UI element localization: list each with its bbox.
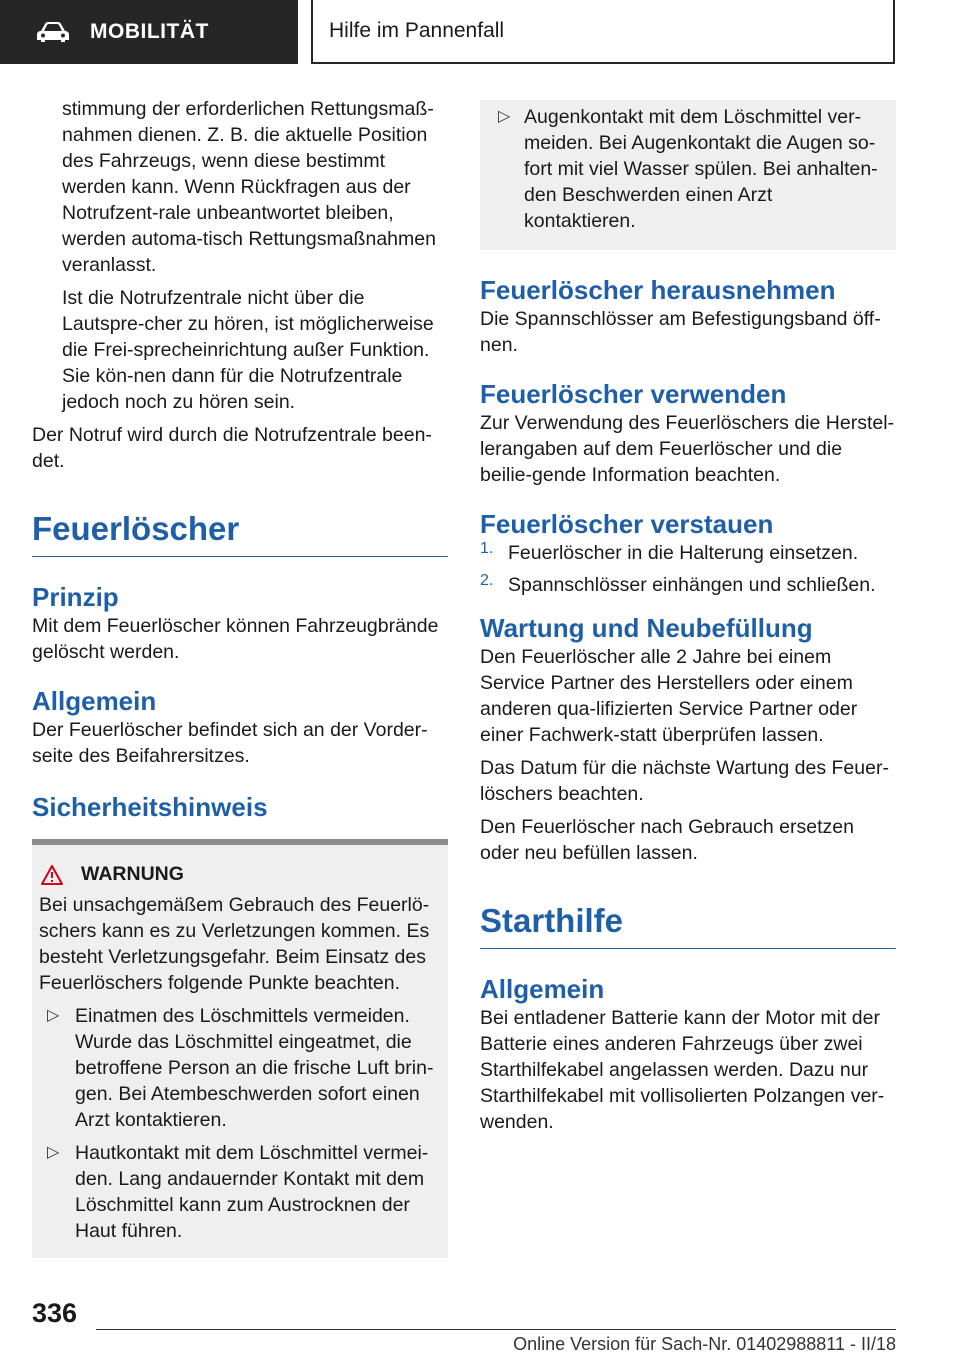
warning-triangle-icon xyxy=(41,865,63,885)
section-heading: Feuerlöscher verwenden xyxy=(480,379,787,409)
step-number: 2. xyxy=(480,572,494,589)
warning-title xyxy=(39,863,436,886)
footer-divider xyxy=(96,1329,896,1330)
footer-version: Online Version für Sach-Nr. 01402988811 - II/18 xyxy=(513,1334,896,1354)
list-item xyxy=(480,540,896,566)
section-heading: Feuerlöscher verstauen xyxy=(480,509,774,539)
list-item xyxy=(480,572,896,598)
paragraph: Bei entladener Batterie kann der Motor mit der Batterie eines anderen Fahrzeugs über zwei Starthilfekabel angelassen werden. Dazu nur Starthilfekabel mit vollisolierten Polzangen ver‐wenden. xyxy=(480,1007,885,1133)
chapter-heading: Starthilfe xyxy=(480,902,896,949)
section-heading: Sicherheitshinweis xyxy=(32,792,268,822)
list-item-text: Einatmen des Löschmittels vermeiden. Wurde das Löschmittel eingeatmet, die betroffene Person an die frische Luft brin‐gen. Bei Atembeschwerden sofort einen Arzt kontaktieren. xyxy=(75,1005,434,1131)
paragraph: Mit dem Feuerlöscher können Fahrzeugbrände gelöscht werden. xyxy=(32,615,439,663)
warning-box xyxy=(32,839,448,1258)
section-heading: Allgemein xyxy=(32,686,157,716)
section-heading: Wartung und Neubefüllung xyxy=(480,613,813,643)
warning-box-continued xyxy=(480,100,896,250)
list-item xyxy=(39,1003,436,1133)
car-icon xyxy=(36,21,70,43)
section-header xyxy=(311,0,895,64)
paragraph: Den Feuerlöscher nach Gebrauch ersetzen oder neu befüllen lassen. xyxy=(480,816,854,864)
step-text: Feuerlöscher in die Halterung einsetzen. xyxy=(508,542,859,564)
paragraph: stimmung der erforderlichen Rettungsmaß‐nahmen dienen. Z. B. die aktuelle Position des Fahrzeugs, wenn diese bestimmt werden kann. Wenn Rückfragen aus der Notrufzent‐rale unbeantwortet bleiben, werden automa‐tisch Rettungsmaßnahmen veranlasst. xyxy=(62,98,436,276)
chapter-heading: Feuerlöscher xyxy=(32,510,448,557)
triangle-bullet-icon: ▷ xyxy=(47,1144,60,1161)
right-column xyxy=(480,100,896,1135)
warning-text: Bei unsachgemäßem Gebrauch des Feuerlö‐schers kann es zu Verletzungen kommen. Es besteht Verletzungsgefahr. Beim Einsatz des Feuerlöschers folgende Punkte beachten. xyxy=(39,894,430,994)
section-heading: Allgemein xyxy=(480,974,605,1004)
list-item xyxy=(484,104,884,234)
paragraph: Der Feuerlöscher befindet sich an der Vorder‐seite des Beifahrersitzes. xyxy=(32,719,428,767)
triangle-bullet-icon: ▷ xyxy=(47,1007,60,1024)
paragraph: Ist die Notrufzentrale nicht über die Lautspre‐cher zu hören, ist möglicherweise die Frei‐sprecheinrichtung außer Funktion. Sie kön‐nen dann für die Notrufzentrale jedoch noch zu hören sein. xyxy=(62,287,434,413)
list-item-text: Hautkontakt mit dem Löschmittel vermei‐den. Lang andauernder Kontakt mit dem Löschmittel kann zum Austrocknen der Haut führen. xyxy=(75,1142,429,1242)
left-column xyxy=(32,96,448,1258)
list-item xyxy=(39,1140,436,1244)
paragraph: Die Spannschlösser am Befestigungsband öff‐nen. xyxy=(480,308,881,356)
paragraph: Den Feuerlöscher alle 2 Jahre bei einem Service Partner des Herstellers oder einem anderen qua‐lifizierten Service Partner oder einer Fachwerk‐statt überprüfen lassen. xyxy=(480,646,858,746)
triangle-bullet-icon: ▷ xyxy=(498,108,511,125)
paragraph: Zur Verwendung des Feuerlöschers die Herstel‐lerangaben auf dem Feuerlöscher und die beilie‐gende Information beachten. xyxy=(480,412,895,486)
warning-label: WARNUNG xyxy=(81,863,184,885)
paragraph: Das Datum für die nächste Wartung des Feuer‐löschers beachten. xyxy=(480,757,889,805)
page-number: 336 xyxy=(32,1298,78,1328)
section-title: Hilfe im Pannenfall xyxy=(329,19,505,42)
step-number: 1. xyxy=(480,540,494,557)
chapter-title: MOBILITÄT xyxy=(90,20,209,43)
list-item-text: Augenkontakt mit dem Löschmittel ver‐meiden. Bei Augenkontakt die Augen so‐fort mit viel Wasser spülen. Bei anhalten‐den Beschwerden einen Arzt kontaktieren. xyxy=(524,106,878,232)
chapter-tab xyxy=(0,0,298,64)
section-heading: Feuerlöscher herausnehmen xyxy=(480,275,836,305)
section-heading: Prinzip xyxy=(32,582,119,612)
paragraph: Der Notruf wird durch die Notrufzentrale been‐det. xyxy=(32,424,432,472)
step-text: Spannschlösser einhängen und schließen. xyxy=(508,574,876,596)
